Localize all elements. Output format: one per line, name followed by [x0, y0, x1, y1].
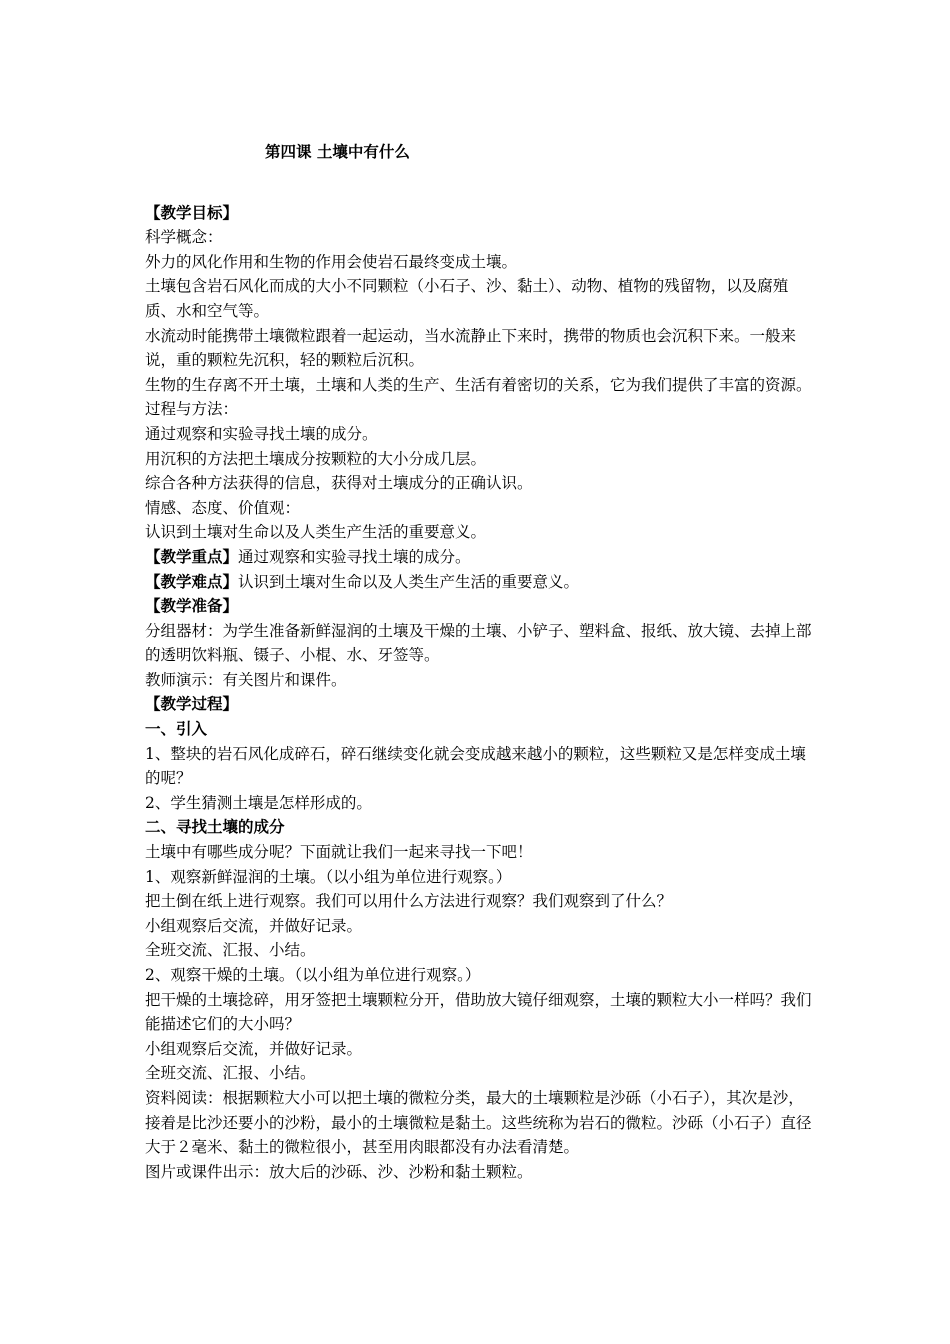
objectives-heading: 【教学目标】 [145, 203, 239, 222]
reading-paragraph: 资料阅读：根据颗粒大小可以把土壤的微粒分类，最大的土壤颗粒是沙砾（小石子），其次是沙，接着是比沙还要小的沙粉，最小的土壤微粒是黏土。这些统称为岩石的微粒。沙砾（小石子）直径大于２毫米、黏土的微粒很小，甚至用肉眼都没有办法看清楚。 [145, 1088, 812, 1157]
concept-1: 外力的风化作用和生物的作用会使岩石最终变成土壤。 [145, 252, 518, 271]
part2-2c: 全班交流、汇报、小结。 [145, 1064, 316, 1083]
concept-4: 生物的生存离不开土壤，土壤和人类的生产、生活有着密切的关系，它为我们提供了丰富的资源。 [145, 375, 812, 394]
process-1: 通过观察和实验寻找土壤的成分。 [145, 424, 378, 443]
page-title: 第四课 土壤中有什么 [265, 143, 410, 161]
attitude-label: 情感、态度、价值观： [145, 498, 301, 517]
part2-1: 1、观察新鲜湿润的土壤。（以小组为单位进行观察。） [145, 867, 512, 886]
attitude-1: 认识到土壤对生命以及人类生产生活的重要意义。 [145, 523, 487, 542]
concept-2: 土壤包含岩石风化而成的大小不同颗粒（小石子、沙、黏土）、动物、植物的残留物，以及腐殖质、水和空气等。 [145, 277, 789, 320]
part2-heading: 二、寻找土壤的成分 [145, 818, 285, 837]
part2-2b: 小组观察后交流，并做好记录。 [145, 1039, 363, 1058]
key-heading: 【教学重点】 [145, 547, 239, 566]
prep-heading: 【教学准备】 [145, 597, 239, 616]
concept-label: 科学概念： [145, 228, 223, 247]
difficulty-point [145, 570, 815, 595]
key-text: 通过观察和实验寻找土壤的成分。 [238, 547, 471, 566]
process-label: 过程与方法： [145, 400, 239, 419]
display-paragraph: 图片或课件出示：放大后的沙砾、沙、沙粉和黏土颗粒。 [145, 1162, 533, 1181]
part2-2a: 把干燥的土壤捻碎，用牙签把土壤颗粒分开，借助放大镜仔细观察，土壤的颗粒大小一样吗？我们能描述它们的大小吗？ [145, 990, 812, 1034]
document-page [145, 140, 815, 1184]
process-2: 用沉积的方法把土壤成分按颗粒的大小分成几层。 [145, 449, 487, 468]
difficulty-heading: 【教学难点】 [145, 572, 239, 591]
process-heading: 【教学过程】 [145, 695, 239, 714]
part2-1a: 把土倒在纸上进行观察。我们可以用什么方法进行观察？我们观察到了什么？ [145, 892, 673, 911]
prep-2: 教师演示：有关图片和课件。 [145, 670, 347, 689]
part2-intro: 土壤中有哪些成分呢？下面就让我们一起来寻找一下吧！ [145, 843, 533, 862]
part2-1b: 小组观察后交流，并做好记录。 [145, 916, 363, 935]
process-3: 综合各种方法获得的信息，获得对土壤成分的正确认识。 [145, 474, 533, 493]
prep-1: 分组器材：为学生准备新鲜湿润的土壤及干燥的土壤、小铲子、塑料盒、报纸、放大镜、去掉上部的透明饮料瓶、镊子、小棍、水、牙签等。 [145, 621, 812, 665]
part1-1: 1、整块的岩石风化成碎石，碎石继续变化就会变成越来越小的颗粒，这些颗粒又是怎样变成土壤的呢？ [145, 744, 806, 788]
part2-1c: 全班交流、汇报、小结。 [145, 941, 316, 960]
difficulty-text: 认识到土壤对生命以及人类生产生活的重要意义。 [238, 572, 580, 591]
part2-2: 2、观察干燥的土壤。（以小组为单位进行观察。） [145, 966, 481, 984]
concept-3: 水流动时能携带土壤微粒跟着一起运动，当水流静止下来时，携带的物质也会沉积下来。一般来说，重的颗粒先沉积，轻的颗粒后沉积。 [145, 326, 797, 370]
part1-2: 2、学生猜测土壤是怎样形成的。 [145, 793, 372, 812]
key-point [145, 545, 815, 570]
part1-heading: 一、引入 [145, 720, 208, 739]
